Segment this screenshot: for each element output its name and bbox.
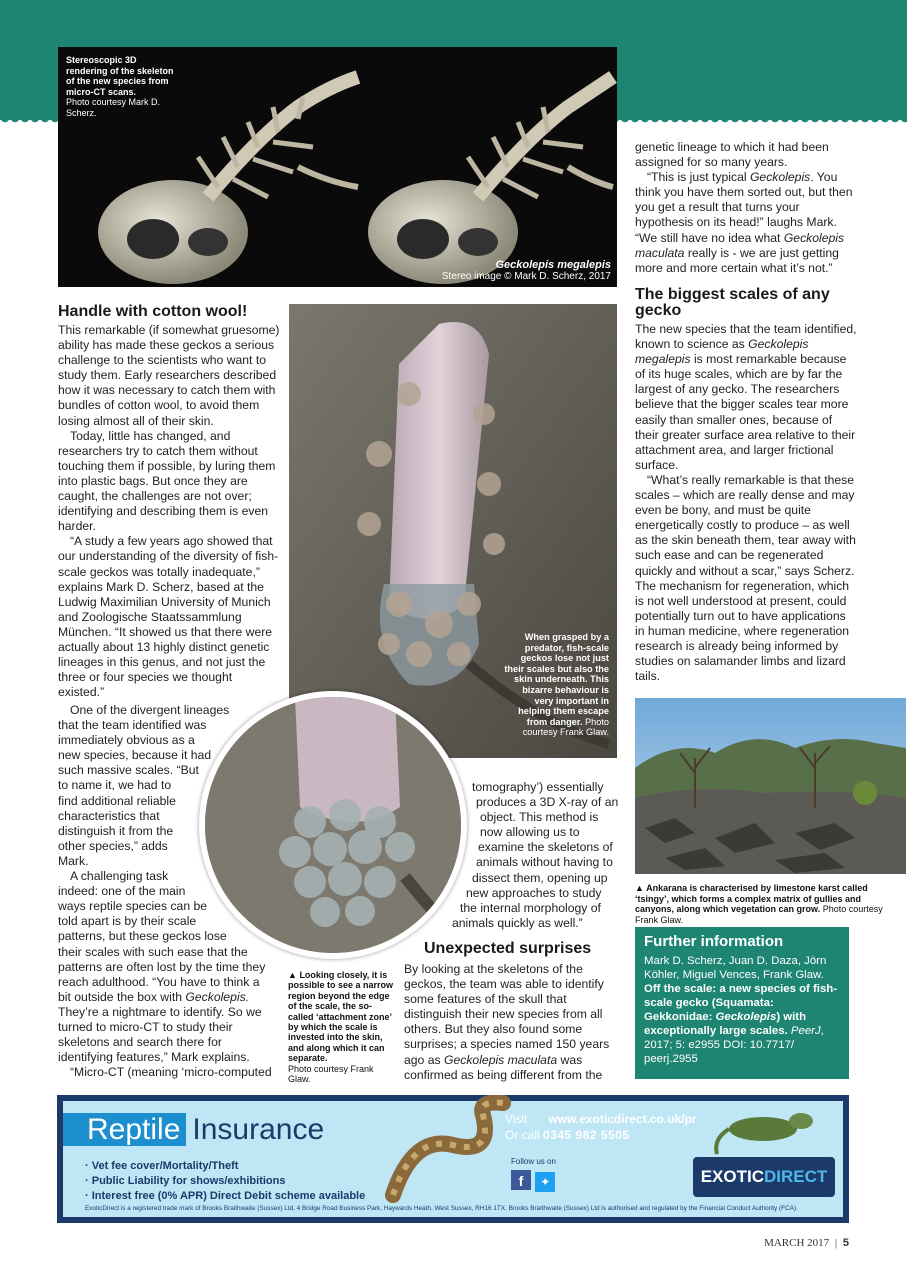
brand-exotic: EXOTIC: [700, 1167, 764, 1186]
species-label: Geckolepis megalepis: [495, 259, 611, 271]
unexpected-text-2: was confirmed as being different from the: [404, 1052, 603, 1082]
triangle-up-icon: ▲: [288, 970, 297, 980]
skeleton-stereo-image: [58, 47, 617, 287]
page-footer: [764, 1237, 849, 1249]
mid-wrap-line: object. This method is: [480, 810, 599, 825]
wrap-line: They’re a nightmare to identify. So we: [58, 1004, 262, 1019]
handle-heading: Handle with cotton wool!: [58, 303, 248, 320]
right-para-2: [635, 170, 855, 276]
wrap-line: identifying features,” Mark explains.: [58, 1050, 250, 1065]
gecko-skin-photo: [289, 304, 617, 758]
wrap-line: patterns, but these geckos lose: [58, 929, 227, 944]
advert-phone: 0345 982 5505: [543, 1128, 630, 1142]
landscape-graphic: [635, 698, 906, 874]
unexpected-text-1: By looking at the skeletons of the geckos, the team was able to identify some features of the skull that distinguish their new species from all others. But they also found some surprises; a species named 150 years ago as: [404, 962, 610, 1067]
wrap-line: ways reptile species can be: [58, 899, 208, 914]
stereo-label: [442, 259, 611, 283]
twitter-icon[interactable]: ✦: [535, 1172, 555, 1192]
gecko-caption-text: When grasped by a predator, fish-scale geckos lose not just their scales but also the skin underneath. This bizarre behaviour is very important in helping them escape from danger.: [504, 632, 609, 727]
wrap-line: told apart is by their scale: [58, 914, 197, 929]
gecko-photo-caption: [501, 632, 609, 738]
wrap-line: reach adulthood. “You have to think a: [58, 974, 260, 989]
mid-wrap-line: the internal morphology of: [460, 900, 601, 915]
wrap-line: immediately obvious as a: [58, 733, 195, 748]
mid-wrap-line: tomography’) essentially: [472, 780, 604, 794]
follow-us-label: Follow us on: [511, 1157, 556, 1166]
landscape-caption: [635, 883, 885, 925]
advert-follow: [511, 1157, 556, 1192]
left-para-2: Today, little has changed, and researchers try to catch them without touching them if possible, by luring them into plastic bags. But once they are caught, the challenges are not over; identifying and describing them is even harder.: [58, 428, 276, 534]
wrap-line: characteristics that: [58, 808, 160, 823]
circle-caption-credit: Photo courtesy Frank Glaw.: [288, 1063, 374, 1085]
footer-issue: MARCH 2017: [764, 1237, 830, 1249]
wrap-line: to name it, we had to: [58, 778, 172, 793]
triangle-up-icon: ▲: [635, 883, 644, 893]
wrap-line: skeletons and search there for: [58, 1035, 222, 1050]
further-info-body: [644, 954, 840, 1066]
mid-wrap-line: animals without having to: [476, 855, 613, 870]
footer-separator: |: [834, 1237, 838, 1249]
wrap-line: indeed: one of the main: [58, 884, 186, 899]
rp2-c: . You think you have them sorted out, but then you get a result that turns your hypothesis on its head!” laughs Mark. “We still have no idea what: [635, 170, 853, 245]
wrap-line: A challenging task: [70, 869, 169, 884]
wrap-line: their scales with such ease that the: [58, 944, 248, 959]
right-column-top: [635, 140, 855, 276]
unexpected-paragraph: [404, 962, 612, 1083]
mid-wrap-line: dissect them, opening up: [472, 870, 608, 885]
brand-direct: DIRECT: [764, 1167, 828, 1186]
mid-wrap-line: new approaches to study: [466, 885, 602, 900]
biggest-scales-heading: The biggest scales of any gecko: [635, 286, 830, 319]
further-info-title: Further information: [644, 933, 784, 950]
rp2-e: really is - we are just getting more and more certain what it’s not.”: [635, 245, 839, 275]
left-para-1: This remarkable (if somewhat gruesome) ability has made these geckos a serious challenge to the scientists who want to study them. Early researchers described how it was necessary to catch them with bundles of cotton wool, to avoid them losing almost all of their skin.: [58, 323, 280, 428]
further-info-citation: , 2017; 5: e2955 DOI: 10.7717/ peerj.2955: [644, 1025, 824, 1065]
unexpected-heading: Unexpected surprises: [424, 940, 592, 957]
advert-bullets: [85, 1159, 365, 1204]
right-para-1: genetic lineage to which it had been assigned for so many years.: [635, 140, 829, 170]
advert-visit[interactable]: [505, 1111, 697, 1127]
circle-caption-text: Looking closely, it is possible to see a narrow region beyond the edge of the scale, the so-called ‘attachment zone’ by which the scale is invested into the skin, and along which it can separate.: [288, 970, 394, 1064]
wrap-line: patterns are often lost by the time they: [58, 959, 266, 974]
right-para-3: [635, 322, 857, 473]
advert-bullet-text: Public Liability for shows/exhibitions: [91, 1175, 286, 1187]
mid-wrap-line: examine the skeletons of: [478, 840, 613, 855]
rp2-b: Geckolepis: [749, 170, 811, 185]
advert-title-reptile: Reptile: [63, 1113, 186, 1146]
rp2-a: “This is just typical: [647, 170, 750, 185]
circle-caption: [288, 970, 394, 1084]
wrap-line: find additional reliable: [58, 793, 176, 808]
facebook-icon[interactable]: f: [511, 1170, 531, 1190]
iguana-graphic: [713, 1099, 823, 1159]
geckolepis-italic: Geckolepis.: [185, 989, 250, 1004]
skeleton-caption-credit: Photo courtesy Mark D. Scherz.: [66, 97, 161, 118]
footer-page-number: 5: [842, 1237, 849, 1249]
wrap-line: such massive scales. “But: [58, 763, 199, 778]
advert-inner: [63, 1101, 843, 1217]
wrap-line: One of the divergent lineages: [70, 703, 230, 717]
wrap-line: “Micro-CT (meaning ‘micro-computed: [70, 1065, 272, 1080]
further-info-journal: PeerJ: [790, 1025, 821, 1037]
reptile-insurance-advert[interactable]: [57, 1095, 849, 1223]
advert-bullet-text: Interest free (0% APR) Direct Debit scheme available: [91, 1190, 366, 1202]
mid-wrap-line: produces a 3D X-ray of an: [476, 795, 619, 810]
advert-contact: [505, 1111, 697, 1143]
skeleton-caption-text: Stereoscopic 3D rendering of the skeleton of the new species from micro-CT scans.: [66, 55, 174, 97]
fi-title-c: ) with exceptionally large scales.: [644, 1011, 807, 1037]
rp3-b: Geckolepis megalepis: [635, 337, 809, 367]
right-column-bottom: [635, 322, 857, 684]
rp3-c: is most remarkable because of its huge scales, which are by far the largest of any gecko. The researchers believe that the bigger scales tear more easily than smaller ones, because of their greater surface area relative to their attachment area, and larger frictional surface.: [635, 352, 856, 472]
advert-bullet: · Interest free (0% APR) Direct Debit scheme available: [85, 1190, 366, 1202]
wrap-line-start: bit outside the box with: [58, 989, 182, 1004]
advert-call: [505, 1127, 697, 1143]
further-information-box: [635, 927, 849, 1079]
right-para-4: “What’s really remarkable is that these scales – which are really dense and may even be bony, and must be quite energetically costly to produce – as well as the skin beneath them, tear away with such ease and can be regenerated quickly and without a scar,” says Scherz. The mechanism for regeneration, which is not well understood at present, could potentially turn out to have applications in human medicine, where regeneration research is already being informed by studies on salamander limbs and lizard tails.: [635, 472, 856, 684]
advert-visit-label: Visit: [505, 1112, 528, 1126]
landscape-caption-credit: Photo courtesy Frank Glaw.: [635, 904, 883, 925]
unexpected-italic: Geckolepis maculata: [443, 1052, 558, 1067]
advert-call-label: Or call: [505, 1128, 540, 1142]
wrap-line: distinguish it from the: [58, 823, 174, 838]
fi-title-a: Off the scale: a new species of fish-scale gecko (Squamata: Gekkonidae:: [644, 983, 838, 1023]
left-para-3: “A study a few years ago showed that our understanding of the diversity of fish-scale geckos was totally inadequate,” explains Mark D. Scherz, based at the Ludwig Maximilian University of Munich and Zoologische Staatssammlung München. “It showed us that there were actually about 13 highly distinct genetic lineages in this genus, and not just the three or four species we thought existed.”: [58, 534, 279, 700]
left-column-text: [58, 323, 280, 700]
advert-bullet-text: Vet fee cover/Mortality/Theft: [91, 1160, 239, 1172]
rp2-d: Geckolepis maculata: [635, 230, 845, 260]
wrap-line: Mark.: [58, 853, 89, 868]
mid-wrap-line: animals quickly as well.”: [452, 915, 583, 930]
mid-wrap-line: now allowing us to: [480, 825, 580, 840]
wrap-line: [58, 990, 298, 1005]
social-icons: [511, 1170, 556, 1192]
rp3-a: The new species that the team identified, known to science as: [635, 322, 857, 352]
advert-title: [63, 1113, 324, 1147]
advert-disclaimer: ExoticDirect is a registered trade mark of Brooks Braithwaite (Sussex) Ltd, 4 Bridge Road Business Park, Haywards Heath, West Sussex, RH16 1TX. Brooks Braithwaite (Sussex) Ltd is authorised and regulated by the Financial Conduct Authority (FCA).: [85, 1205, 798, 1212]
snake-graphic: [373, 1095, 513, 1205]
wrap-line: that the team identified was: [58, 718, 207, 733]
exoticdirect-logo: [693, 1157, 835, 1197]
advert-url[interactable]: www.exoticdirect.co.uk/pr: [548, 1112, 697, 1126]
advert-title-insurance: Insurance: [192, 1113, 325, 1146]
skeleton-caption: [66, 55, 178, 118]
wrap-line: turned to micro-CT to study their: [58, 1019, 233, 1034]
wrap-line: new species, because it had: [58, 748, 212, 763]
gecko-caption-credit: Photo courtesy Frank Glaw.: [522, 716, 609, 738]
further-info-authors: Mark D. Scherz, Juan D. Daza, Jörn Köhler, Miguel Vences, Frank Glaw.: [644, 955, 827, 981]
wrap-line: other species,” adds: [58, 838, 168, 853]
ankarana-landscape-photo: [635, 698, 906, 874]
stereo-credit: Stereo image © Mark D. Scherz, 2017: [441, 271, 611, 282]
fi-title-b: Geckolepis: [715, 1011, 777, 1023]
landscape-caption-text: Ankarana is characterised by limestone karst called ‘tsingy’, which forms a complex matrix of gullies and canyons, along which vegetation can grow.: [635, 883, 868, 915]
advert-bullet: · Vet fee cover/Mortality/Theft: [85, 1160, 239, 1172]
advert-bullet: · Public Liability for shows/exhibitions: [85, 1175, 286, 1187]
middle-wrap-text: [400, 780, 620, 931]
